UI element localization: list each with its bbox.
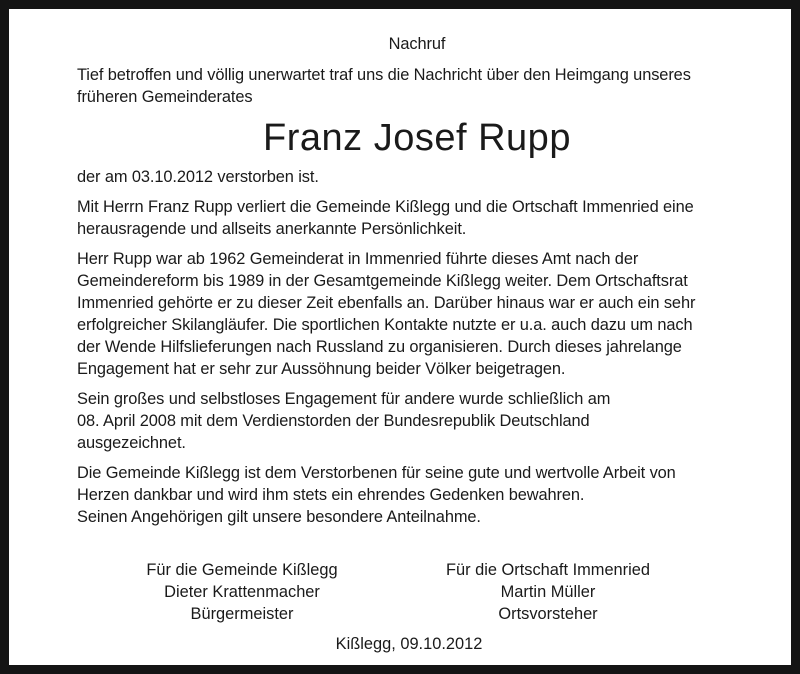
death-date-line: der am 03.10.2012 verstorben ist.: [77, 168, 319, 186]
signature-role: Ortsvorsteher: [498, 605, 598, 623]
signature-municipality: [92, 559, 392, 625]
paragraph-2: Herr Rupp war ab 1962 Gemeinderat in Immenried führte dieses Amt nach der Gemeindereform bis 1989 in der Gesamtgemeinde Kißlegg weiter. Dem Ortschaftsrat Immenried gehörte er zu dieser Zeit ebenfalls an. Darüber hinaus war er auch ein sehr erfolgreicher Skilangläufer. Die sportlichen Kontakte nutzte er u.a. auch dazu um nach der Wende Hilfslieferungen nach Russland zu organisieren. Durch dieses jahrelange Engagement hat er sehr zur Aussöhnung beider Völker beigetragen.: [77, 250, 696, 378]
signature-locality: [398, 559, 698, 625]
intro-text: Tief betroffen und völlig unerwartet traf uns die Nachricht über den Heimgang unseres früheren Gemeinderates: [77, 66, 691, 106]
place-and-date: Kißlegg, 09.10.2012: [335, 635, 483, 653]
signature-organization: Für die Ortschaft Immenried: [445, 561, 651, 579]
deceased-name: Franz Josef Rupp: [263, 117, 571, 159]
obituary-heading: Nachruf: [388, 35, 446, 53]
paragraph-3: Sein großes und selbstloses Engagement für andere wurde schließlich am 08. April 2008 mit dem Verdienstorden der Bundesrepublik Deutschland ausgezeichnet.: [77, 390, 611, 452]
signature-block: [9, 559, 800, 629]
obituary-content: [77, 33, 757, 536]
paragraph-1: Mit Herrn Franz Rupp verliert die Gemeinde Kißlegg und die Ortschaft Immenried eine herausragende und allseits anerkannte Persönlichkeit.: [77, 198, 694, 238]
signature-organization: Für die Gemeinde Kißlegg: [146, 561, 338, 579]
signature-person: Dieter Krattenmacher: [164, 583, 320, 601]
paragraph-4: Die Gemeinde Kißlegg ist dem Verstorbenen für seine gute und wertvolle Arbeit von Herzen dankbar und wird ihm stets ein ehrendes Gedenken bewahren. Seinen Angehörigen gilt unsere besondere Anteilnahme.: [77, 464, 676, 526]
signature-person: Martin Müller: [500, 583, 596, 601]
signature-role: Bürgermeister: [190, 605, 294, 623]
